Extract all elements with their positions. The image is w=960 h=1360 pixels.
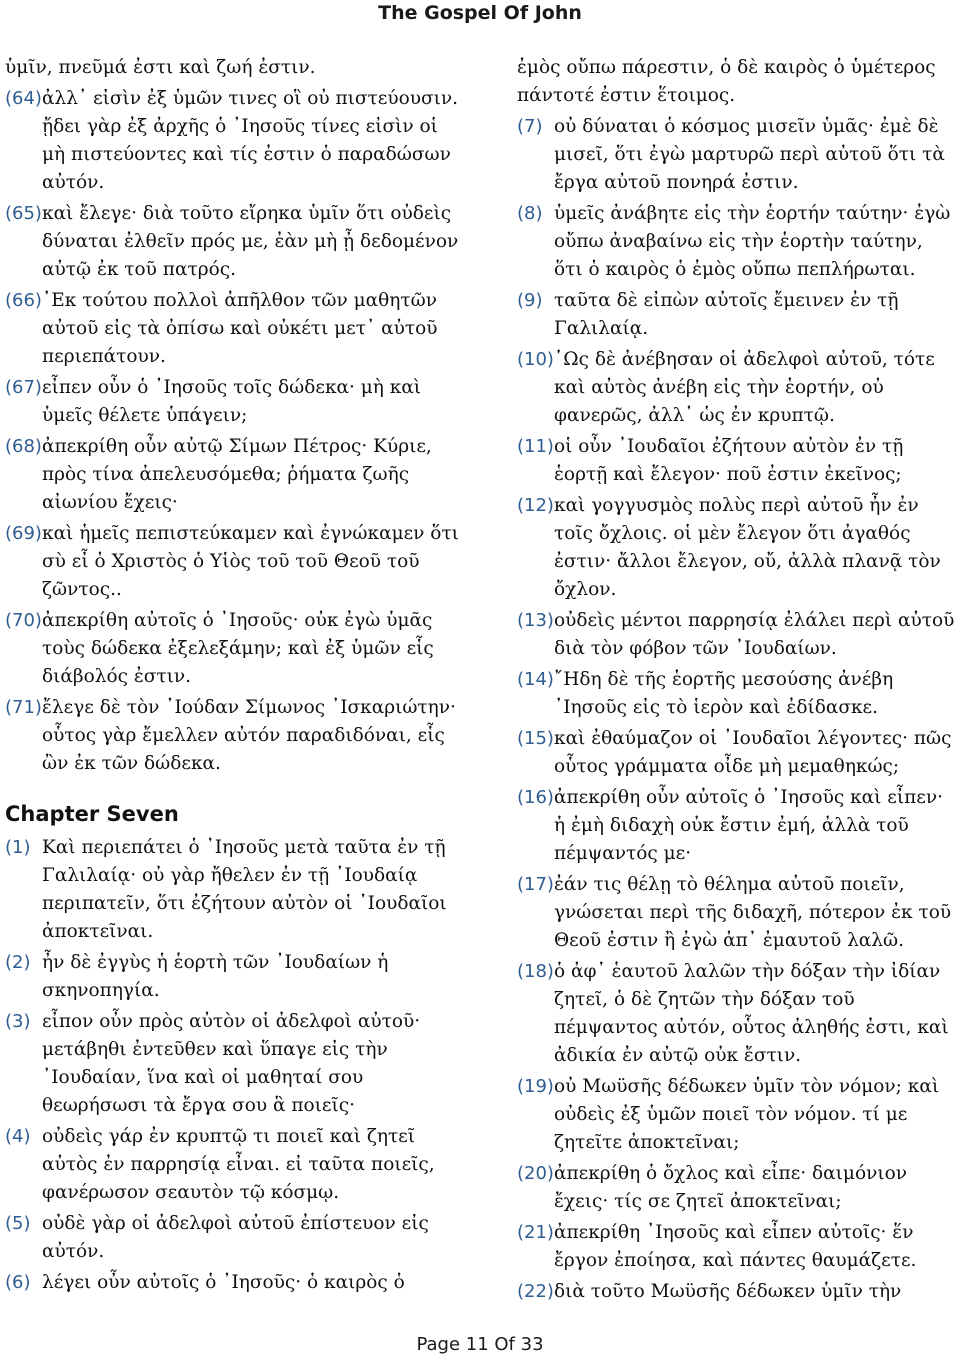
left-column [5, 54, 460, 1300]
verse [517, 784, 957, 868]
verse-number: (22) [517, 1281, 554, 1302]
verse-number: (69) [5, 523, 42, 544]
verse-number: (6) [5, 1272, 31, 1293]
verse [5, 1008, 460, 1120]
verse-text: ῎Ηδη δὲ τῆς ἑορτῆς μεσούσης ἀνέβη ᾿Ιησοῦς εἰς τὸ ἱερὸν καὶ ἐδίδασκε. [554, 669, 894, 718]
verse-number: (70) [5, 610, 42, 631]
verse-text: ἀπεκρίθη οὖν αὐτοῖς ὁ ᾿Ιησοῦς καὶ εἶπεν· ἡ ἐμὴ διδαχὴ οὐκ ἔστιν ἐμή, ἀλλὰ τοῦ πέμψαντός με· [554, 787, 943, 864]
verse-number: (71) [5, 697, 42, 718]
verse [517, 1073, 957, 1157]
verse [517, 1219, 957, 1275]
verse-text: ἀπεκρίθη οὖν αὐτῷ Σίμων Πέτρος· Κύριε, πρὸς τίνα ἀπελευσόμεθα; ῥήματα ζωῆς αἰωνίου ἔχεις· [42, 436, 432, 513]
verse [517, 433, 957, 489]
verse [5, 433, 460, 517]
verse-number: (67) [5, 377, 42, 398]
verse-number: (64) [5, 88, 42, 109]
verse-number: (8) [517, 203, 543, 224]
verse [5, 85, 460, 197]
verse-text: ᾿Εκ τούτου πολλοὶ ἀπῆλθον τῶν μαθητῶν αὐτοῦ εἰς τὰ ὀπίσω καὶ οὐκέτι μετ᾽ αὐτοῦ περιεπάτουν. [42, 290, 438, 367]
verse-number: (20) [517, 1163, 554, 1184]
verse [5, 374, 460, 430]
verse [5, 949, 460, 1005]
continuation-text: ὑμῖν, πνεῦμά ἐστι καὶ ζωή ἐστιν. [5, 57, 316, 78]
verse-text: εἶπεν οὖν ὁ ᾿Ιησοῦς τοῖς δώδεκα· μὴ καὶ ὑμεῖς θέλετε ὑπάγειν; [42, 377, 422, 426]
verse-text: οἱ οὖν ᾿Ιουδαῖοι ἐζήτουν αὐτὸν ἐν τῇ ἑορτῇ καὶ ἔλεγον· ποῦ ἐστιν ἐκεῖνος; [554, 436, 904, 485]
verse [517, 607, 957, 663]
verse-text: οὐ δύναται ὁ κόσμος μισεῖν ὑμᾶς· ἐμὲ δὲ μισεῖ, ὅτι ἐγὼ μαρτυρῶ περὶ αὐτοῦ ὅτι τὰ ἔργα αὐτοῦ πονηρά ἐστιν. [554, 116, 945, 193]
verse [517, 287, 957, 343]
verse [5, 607, 460, 691]
verse-text: καὶ ἔλεγε· διὰ τοῦτο εἴρηκα ὑμῖν ὅτι οὐδεὶς δύναται ἐλθεῖν πρός με, ἐὰν μὴ ᾖ δεδομένον αὐτῷ ἐκ τοῦ πατρός. [42, 203, 459, 280]
verse-number: (14) [517, 669, 554, 690]
verse [517, 958, 957, 1070]
verse-number: (7) [517, 116, 543, 137]
verse-number: (66) [5, 290, 42, 311]
verse-text: ῾Ως δὲ ἀνέβησαν οἱ ἀδελφοὶ αὐτοῦ, τότε καὶ αὐτὸς ἀνέβη εἰς τὴν ἑορτήν, οὐ φανερῶς, ἀλλ᾽ ὡς ἐν κρυπτῷ. [554, 349, 935, 426]
verse [517, 346, 957, 430]
verse-number: (68) [5, 436, 42, 457]
verse-text: διὰ τοῦτο Μωϋσῆς δέδωκεν ὑμῖν τὴν [554, 1281, 902, 1302]
verse-number: (13) [517, 610, 554, 631]
right-column [517, 54, 957, 1309]
verse-number: (3) [5, 1011, 31, 1032]
verse [5, 834, 460, 946]
verse-text: ἀπεκρίθη ὁ ὄχλος καὶ εἶπε· δαιμόνιον ἔχεις· τίς σε ζητεῖ ἀποκτεῖναι; [554, 1163, 907, 1212]
verse-text: οὐ Μωϋσῆς δέδωκεν ὑμῖν τὸν νόμον; καὶ οὐδεὶς ἐξ ὑμῶν ποιεῖ τὸν νόμον. τί με ζητεῖτε ἀποκτεῖναι; [554, 1076, 940, 1153]
verse-number: (21) [517, 1222, 554, 1243]
verse-number: (18) [517, 961, 554, 982]
verse-text: εἶπον οὖν πρὸς αὐτὸν οἱ ἀδελφοὶ αὐτοῦ· μετάβηθι ἐντεῦθεν καὶ ὕπαγε εἰς τὴν ᾿Ιουδαίαν, ἵνα καὶ οἱ μαθηταί σου θεωρήσωσι τὰ ἔργα σου ἃ ποιεῖς· [42, 1011, 421, 1116]
verse-text: οὐδεὶς μέντοι παρρησίᾳ ἐλάλει περὶ αὐτοῦ διὰ τὸν φόβον τῶν ᾿Ιουδαίων. [554, 610, 955, 659]
chapter-heading: Chapter Seven [5, 802, 179, 826]
verse-text: καὶ ἐθαύμαζον οἱ ᾿Ιουδαῖοι λέγοντες· πῶς οὗτος γράμματα οἶδε μὴ μεμαθηκώς; [554, 728, 952, 777]
verse-text: καὶ γογγυσμὸς πολὺς περὶ αὐτοῦ ἦν ἐν τοῖς ὄχλοις. οἱ μὲν ἔλεγον ὅτι ἀγαθός ἐστιν· ἄλλοι ἔλεγον, οὔ, ἀλλὰ πλανᾷ τὸν ὄχλον. [554, 495, 941, 600]
page-title: The Gospel Of John [378, 2, 582, 24]
verse-text: ὑμεῖς ἀνάβητε εἰς τὴν ἑορτήν ταύτην· ἐγὼ οὔπω ἀναβαίνω εἰς τὴν ἑορτὴν ταύτην, ὅτι ὁ καιρὸς ὁ ἐμὸς οὔπω πεπλήρωται. [554, 203, 951, 280]
verse [517, 666, 957, 722]
verse-number: (5) [5, 1213, 31, 1234]
verse-text: Καὶ περιεπάτει ὁ ᾿Ιησοῦς μετὰ ταῦτα ἐν τῇ Γαλιλαίᾳ· οὐ γὰρ ἤθελεν ἐν τῇ ᾿Ιουδαίᾳ περιπατεῖν, ὅτι ἐζήτουν αὐτὸν οἱ ᾿Ιουδαῖοι ἀποκτεῖναι. [42, 837, 447, 942]
verse [5, 1269, 460, 1297]
verse-number: (17) [517, 874, 554, 895]
verse-number: (15) [517, 728, 554, 749]
page-number: Page 11 Of 33 [416, 1334, 544, 1355]
verse-text: οὐδεὶς γάρ ἐν κρυπτῷ τι ποιεῖ καὶ ζητεῖ αὐτὸς ἐν παρρησίᾳ εἶναι. εἰ ταῦτα ποιεῖς, φανέρωσον σεαυτὸν τῷ κόσμῳ. [42, 1126, 435, 1203]
verse-number: (4) [5, 1126, 31, 1147]
verse [517, 1160, 957, 1216]
verse-number: (65) [5, 203, 42, 224]
verse [5, 287, 460, 371]
verse [5, 1123, 460, 1207]
verse-text: ἦν δὲ ἐγγὺς ἡ ἑορτὴ τῶν ᾿Ιουδαίων ἡ σκηνοπηγία. [42, 952, 389, 1001]
verse-text: ἀλλ᾽ εἰσὶν ἐξ ὑμῶν τινες οἳ οὐ πιστεύουσιν. ᾔδει γὰρ ἐξ ἀρχῆς ὁ ᾿Ιησοῦς τίνες εἰσὶν οἱ μὴ πιστεύοντες καὶ τίς ἐστιν ὁ παραδώσων αὐτόν. [42, 88, 458, 193]
verse-text: ἀπεκρίθη αὐτοῖς ὁ ᾿Ιησοῦς· οὐκ ἐγὼ ὑμᾶς τοὺς δώδεκα ἐξελεξάμην; καὶ ἐξ ὑμῶν εἷς διάβολός ἐστιν. [42, 610, 434, 687]
verse-text: ἐάν τις θέλῃ τὸ θέλημα αὐτοῦ ποιεῖν, γνώσεται περὶ τῆς διδαχῆ, πότερον ἐκ τοῦ Θεοῦ ἐστιν ἢ ἐγὼ ἀπ᾽ ἐμαυτοῦ λαλῶ. [554, 874, 952, 951]
verse-number: (1) [5, 837, 31, 858]
verse [517, 871, 957, 955]
verse [517, 113, 957, 197]
verse-text: λέγει οὖν αὐτοῖς ὁ ᾿Ιησοῦς· ὁ καιρὸς ὁ [42, 1272, 405, 1293]
verse [517, 725, 957, 781]
verse [517, 200, 957, 284]
verse-number: (16) [517, 787, 554, 808]
verse-text: ἀπεκρίθη ᾿Ιησοῦς καὶ εἶπεν αὐτοῖς· ἕν ἔργον ἐποίησα, καὶ πάντες θαυμάζετε. [554, 1222, 917, 1271]
verse-text: καὶ ἡμεῖς πεπιστεύκαμεν καὶ ἐγνώκαμεν ὅτι σὺ εἶ ὁ Χριστὸς ὁ Υἱὸς τοῦ τοῦ Θεοῦ τοῦ ζῶντος.. [42, 523, 459, 600]
verse-text: οὐδὲ γὰρ οἱ ἀδελφοὶ αὐτοῦ ἐπίστευον εἰς αὐτόν. [42, 1213, 429, 1262]
verse-number: (11) [517, 436, 554, 457]
verse-number: (12) [517, 495, 554, 516]
verse [5, 200, 460, 284]
verse [517, 1278, 957, 1306]
verse-number: (10) [517, 349, 554, 370]
verse [5, 694, 460, 778]
verse [5, 1210, 460, 1266]
verse-text: ὁ ἀφ᾽ ἑαυτοῦ λαλῶν τὴν δόξαν τὴν ἰδίαν ζητεῖ, ὁ δὲ ζητῶν τὴν δόξαν τοῦ πέμψαντος αὐτόν, οὗτος ἀληθής ἐστι, καὶ ἀδικία ἐν αὐτῷ οὐκ ἔστιν. [554, 961, 949, 1066]
verse [517, 492, 957, 604]
verse-text: ταῦτα δὲ εἰπὼν αὐτοῖς ἔμεινεν ἐν τῇ Γαλιλαίᾳ. [554, 290, 899, 339]
verse-number: (9) [517, 290, 543, 311]
verse-number: (2) [5, 952, 31, 973]
verse [5, 520, 460, 604]
verse-text: ἔλεγε δὲ τὸν ᾿Ιούδαν Σίμωνος ᾿Ισκαριώτην· οὗτος γὰρ ἔμελλεν αὐτόν παραδιδόναι, εἷς ὢν ἐκ τῶν δώδεκα. [42, 697, 456, 774]
verse-number: (19) [517, 1076, 554, 1097]
continuation-text: ἐμὸς οὔπω πάρεστιν, ὁ δὲ καιρὸς ὁ ὑμέτερος πάντοτέ ἐστιν ἕτοιμος. [517, 57, 936, 106]
